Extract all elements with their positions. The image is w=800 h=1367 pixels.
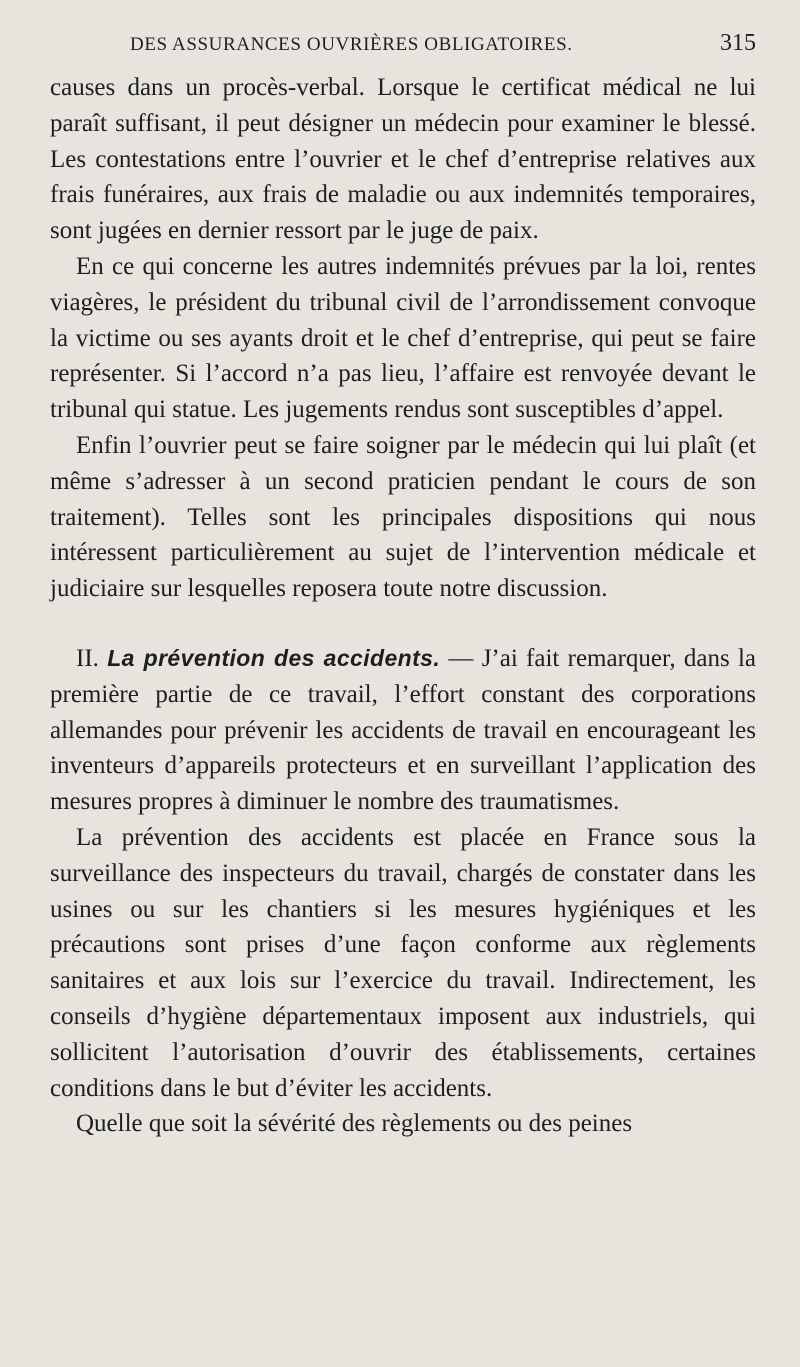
paragraph: La prévention des accidents est placée en France sous la surveillance des inspecteurs du travail, chargés de constater dans les usines ou sur les chantiers si les mesures hygiéniques et les précautions sont prises d’une façon conforme aux règlements sanitaires et aux lois sur l’exercice du travail. Indirectement, les conseils d’hygiène départementaux imposent aux industriels, qui sollicitent l’autorisation d’ouvrir des établissements, certaines conditions dans le but d’éviter les accidents.: [50, 823, 756, 1102]
paragraph-continued: causes dans un procès-verbal. Lorsque le certificat médical ne lui paraît suffisant, il peut désigner un médecin pour examiner le blessé. Les contestations entre l’ouvrier et le chef d’entreprise relatives aux frais funéraires, aux frais de maladie ou aux indemnités temporaires, sont jugées en dernier ressort par le juge de paix.: [50, 74, 756, 245]
running-head: [50, 30, 756, 70]
section-number: II.: [76, 644, 99, 672]
paragraph-truncated: Quelle que soit la sévérité des règlements ou des peines: [76, 1110, 633, 1138]
section-paragraph: [50, 641, 756, 820]
section-text: — J’ai fait remarquer, dans la première partie de ce travail, l’effort constant des corporations allemandes pour prévenir les accidents de travail en encourageant les inventeurs d’appareils protecteurs et en surveillant l’application des mesures propres à diminuer le nombre des traumatismes.: [50, 644, 756, 816]
paragraph: Enfin l’ouvrier peut se faire soigner par le médecin qui lui plaît (et même s’adresser à un second praticien pendant le cours de son traitement). Telles sont les principales dispositions qui nous intéressent particulièrement au sujet de l’intervention médicale et judiciaire sur lesquelles reposera toute notre discussion.: [50, 431, 756, 603]
paragraph: En ce qui concerne les autres indemnités prévues par la loi, rentes viagères, le président du tribunal civil de l’arrondissement convoque la victime ou ses ayants droit et le chef d’entreprise, qui peut se faire représenter. Si l’accord n’a pas lieu, l’affaire est renvoyée devant le tribunal qui statue. Les jugements rendus sont susceptibles d’appel.: [50, 252, 756, 424]
body-text: [50, 70, 756, 1142]
section-title: La prévention des accidents.: [107, 644, 441, 671]
page-number: 315: [720, 30, 756, 56]
running-title: DES ASSURANCES OUVRIÈRES OBLIGATOIRES.: [130, 34, 573, 55]
